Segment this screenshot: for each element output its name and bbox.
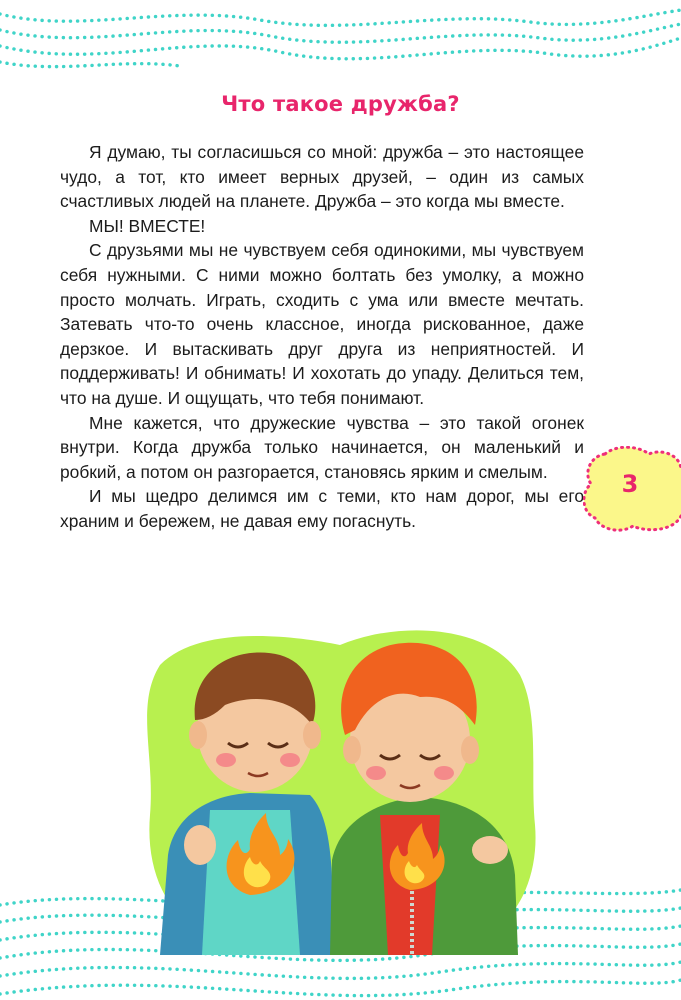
page-number-badge — [583, 446, 681, 532]
paragraph: Я думаю, ты согласишься со мной: дружба – это настоящее чудо, а тот, кто имеет верных друзей, – один из самых счастливых людей на планете. Дружба – это когда мы вместе. — [60, 142, 584, 212]
body-text — [60, 140, 584, 534]
paragraph: И мы щедро делимся им с теми, кто нам дорог, мы его храним и бережем, не давая ему погаснуть. — [60, 486, 584, 531]
page-title: Что такое дружба? — [221, 92, 460, 116]
paragraph: С друзьями мы не чувствуем себя одинокими, мы чувствуем себя нужными. С ними можно болтать без умолку, а можно просто молчать. Играть, сходить с ума или вместе мечтать. Затевать что-то очень классное, иногда рискованное, даже дерзкое. И вытаскивать друг друга из неприятностей. И поддерживать! И обнимать! И хохотать до упаду. Делиться тем, что на душе. И ощущать, что тебя понимают. — [60, 240, 584, 408]
page-number: 3 — [621, 470, 639, 498]
paragraph: МЫ! ВМЕСТЕ! — [89, 215, 206, 236]
two-boys-illustration — [140, 625, 540, 955]
paragraph: Мне кажется, что дружеские чувства – это такой огонек внутри. Когда дружба только начинается, он маленький и робкий, а потом он разгорается, становясь ярким и смелым. — [60, 412, 584, 482]
